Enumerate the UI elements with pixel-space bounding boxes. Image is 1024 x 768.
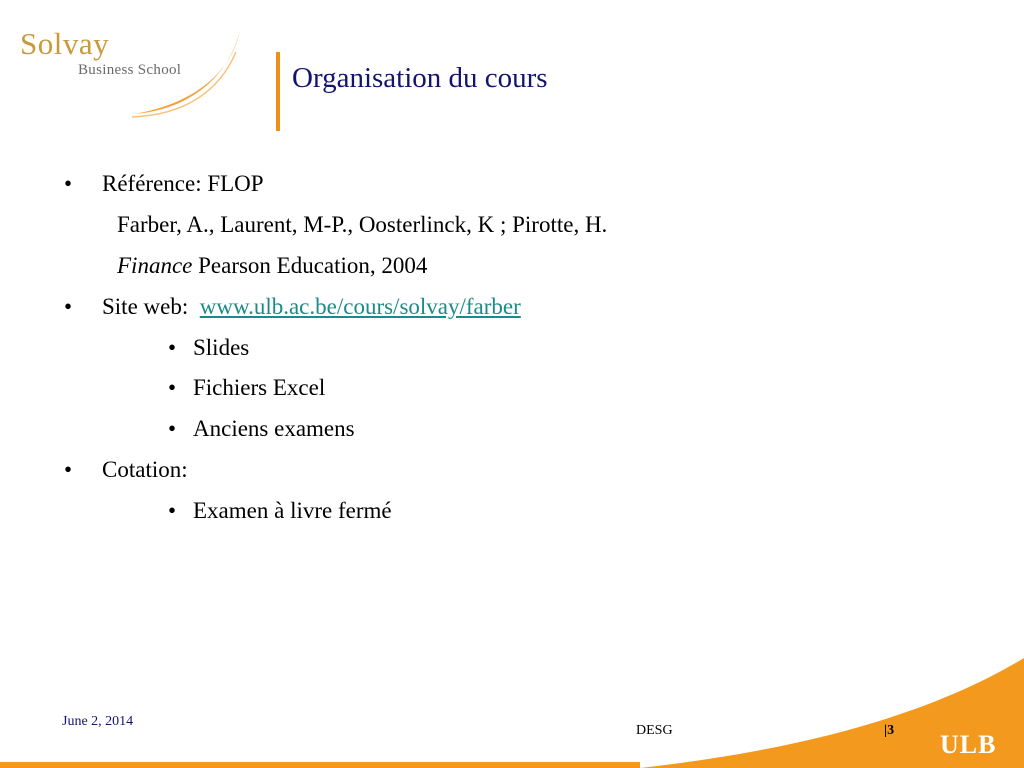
footer-date: June 2, 2014 xyxy=(62,714,134,729)
slide-title: Organisation du cours xyxy=(292,62,548,94)
reference-authors: Farber, A., Laurent, M-P., Oosterlinck, K ; Pirotte, H. xyxy=(117,212,608,237)
bullet-marker: • xyxy=(64,171,73,196)
page-number: |3 xyxy=(884,723,895,738)
sub-bullet-marker: • xyxy=(168,416,177,441)
reference-publisher: Pearson Education, 2004 xyxy=(192,253,428,278)
cotation-item: Examen à livre fermé xyxy=(193,498,392,523)
site-item-slides: Slides xyxy=(193,335,250,360)
footer-center-text: DESG xyxy=(636,723,673,738)
site-item-exams: Anciens examens xyxy=(193,416,355,441)
site-item-excel: Fichiers Excel xyxy=(193,375,326,400)
cotation-label: Cotation: xyxy=(102,457,188,482)
bullet-marker: • xyxy=(64,294,73,319)
course-website-link[interactable]: www.ulb.ac.be/cours/solvay/farber xyxy=(199,294,521,319)
sub-bullet-marker: • xyxy=(168,335,177,360)
logo-subtitle: Business School xyxy=(78,62,182,78)
sub-bullet-marker: • xyxy=(168,375,177,400)
reference-label: Référence: FLOP xyxy=(102,171,264,196)
site-web-label: Site web: xyxy=(102,294,189,319)
reference-book-title: Finance xyxy=(117,253,193,278)
sub-bullet-marker: • xyxy=(168,498,177,523)
bullet-marker: • xyxy=(64,457,73,482)
ulb-logo: ULB xyxy=(940,730,997,759)
logo-name: Solvay xyxy=(20,26,110,61)
